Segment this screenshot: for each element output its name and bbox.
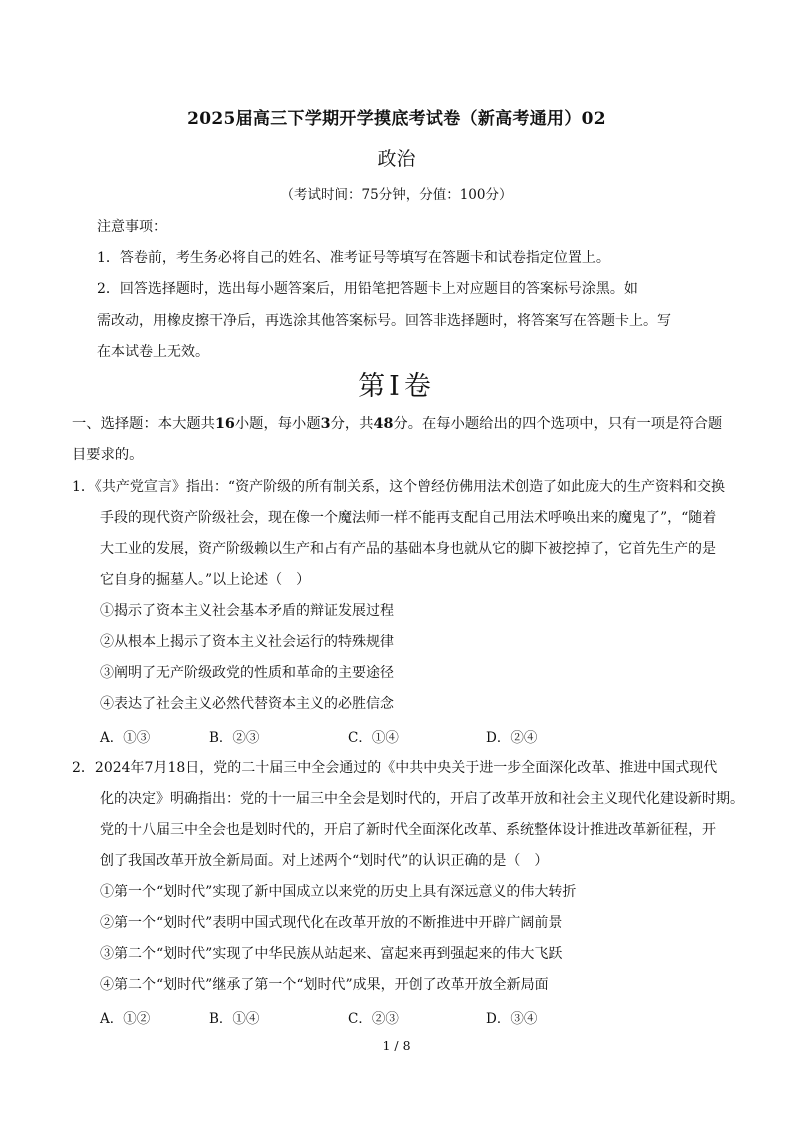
- q1-stem-line-2: 手段的现代资产阶级社会，现在像一个魔法师一样不能再支配自己用法术呼唤出来的魔鬼了”，“随着: [100, 510, 717, 526]
- section-instruction: [72, 413, 722, 433]
- note-item-2-line-2: 需改动，用橡皮擦干净后，再选涂其他答案标号。回答非选择题时，将答案写在答题卡上。写: [97, 313, 671, 329]
- q2-stem-line-4: 创了我国改革开放全新局面。对上述两个“划时代”的认识正确的是（ ）: [100, 853, 549, 869]
- exam-title: 2025届高三下学期开学摸底考试卷（新高考通用）02: [187, 109, 606, 129]
- volume-title: 第Ⅰ卷: [358, 371, 435, 402]
- q1-statement-3: ③阐明了无产阶级政党的性质和革命的主要途径: [100, 665, 394, 681]
- q2-statement-3: ③第二个“划时代”实现了中华民族从站起来、富起来再到强起来的伟大飞跃: [100, 946, 563, 962]
- q1-stem-line-3: 大工业的发展，资产阶级赖以生产和占有产品的基础本身也就从它的脚下被挖掉了，它首先生产的是: [100, 541, 716, 557]
- q1-stem-line-4: 它自身的掘墓人。”以上论述（ ）: [100, 572, 311, 588]
- q2-option-c: C．②③: [348, 1011, 399, 1027]
- notes-heading: 注意事项：: [97, 219, 167, 235]
- q2-option-d: D．③④: [486, 1011, 538, 1027]
- section-question-score: 3: [320, 416, 331, 432]
- q1-option-d: D．②④: [486, 730, 538, 746]
- note-item-1: 1．答卷前，考生务必将自己的姓名、准考证号等填写在答题卡和试卷指定位置上。: [97, 250, 610, 266]
- section-instruction-line-2: 目要求的。: [72, 447, 144, 463]
- q1-option-a: A．①③: [100, 730, 151, 746]
- section-rest: 分。在每小题给出的四个选项中，只有一项是符合题: [393, 416, 723, 432]
- q2-statement-2: ②第一个“划时代”表明中国式现代化在改革开放的不断推进中开辟广阔前景: [100, 915, 563, 931]
- q2-statement-1: ①第一个“划时代”实现了新中国成立以来党的历史上具有深远意义的伟大转折: [100, 884, 577, 900]
- q1-option-c: C．①④: [348, 730, 399, 746]
- note-item-2-line-1: 2．回答选择题时，选出每小题答案后，用铅笔把答题卡上对应题目的答案标号涂黑。如: [97, 281, 638, 297]
- q2-option-b: B．①④: [209, 1011, 260, 1027]
- section-prefix: 一、选择题：本大题共: [72, 416, 215, 432]
- q1-statement-4: ④表达了社会主义必然代替资本主义的必胜信念: [100, 696, 394, 712]
- q2-stem-line-2: 化的决定》明确指出：党的十一届三中全会是划时代的，开启了改革开放和社会主义现代化建设新时期。: [100, 791, 744, 807]
- q1-statement-1: ①揭示了资本主义社会基本矛盾的辩证发展过程: [100, 603, 394, 619]
- q2-stem-line-3: 党的十八届三中全会也是划时代的，开启了新时代全面深化改革、系统整体设计推进改革新征程，开: [100, 822, 716, 838]
- section-mid-1: 小题，每小题: [234, 416, 321, 432]
- section-mid-2: 分，共: [330, 416, 374, 432]
- exam-time-info: （考试时间：75分钟，分值：100分）: [280, 187, 513, 203]
- subject-title: 政治: [377, 148, 416, 170]
- q2-stem-line-1: 2．2024年7月18日，党的二十届三中全会通过的《中共中央关于进一步全面深化改革、推进中国式现代: [72, 760, 718, 776]
- q1-stem-line-1: 1．《共产党宣言》指出：“资产阶级的所有制关系，这个曾经仿佛用法术创造了如此庞大的生产资料和交换: [72, 479, 726, 495]
- q2-option-a: A．①②: [100, 1011, 151, 1027]
- q2-statement-4: ④第二个“划时代”继承了第一个“划时代”成果，开创了改革开放全新局面: [100, 977, 549, 993]
- q1-option-b: B．②③: [209, 730, 260, 746]
- page-number: 1 / 8: [382, 1038, 411, 1053]
- section-total-score: 48: [373, 416, 394, 432]
- note-item-2-line-3: 在本试卷上无效。: [97, 344, 209, 360]
- section-question-count: 16: [214, 416, 235, 432]
- q1-statement-2: ②从根本上揭示了资本主义社会运行的特殊规律: [100, 634, 394, 650]
